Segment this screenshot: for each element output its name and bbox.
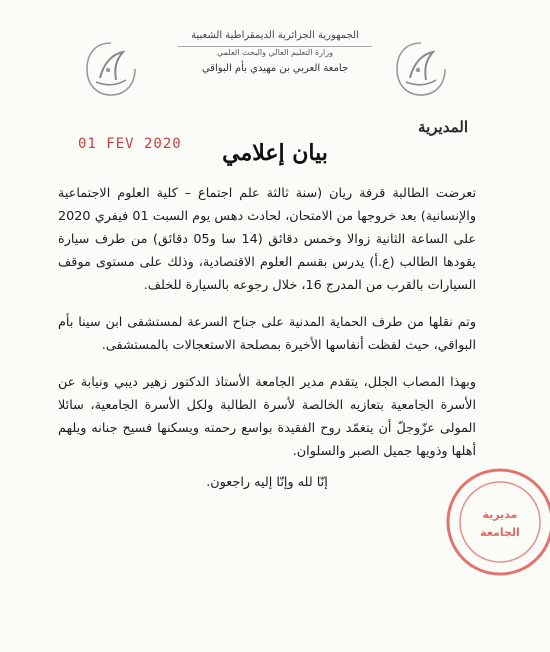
university-line: جامعة العربي بن مهيدي بأم البواقي — [201, 63, 349, 74]
paragraph-incident: تعرضت الطالبة قرفة ريان (سنة ثالثة علم اجتماع – كلية العلوم الاجتماعية والإنسانية) بعد خروجها من الامتحان، لحادث دهس يوم السبت 01 فيفري 2020 على الساعة الثانية زوالا وخمس دقائق (14 سا و05 دقائق) من طرف سيارة يقودها الطالب (ع.أ) يدرس بقسم العلوم الاقتصادية، وذلك على مستوى موقف السيارات بالقرب من المدرج 16، خلال رجوعه بالسيارة للخلف. — [58, 186, 477, 293]
date-stamp: 01 FEV 2020 — [78, 136, 182, 152]
directorate-label: المديرية — [418, 118, 468, 136]
closing-line: إنّا لله وإنّا إليه راجعون. — [206, 475, 328, 490]
paragraph-hospital: وتم نقلها من طرف الحماية المدنية على جناح السرعة لمستشفى ابن سينا بأم البواقي، حيث لفظت أنفاسها الأخيرة بمصلحة الاستعجالات بالمستشفى. — [58, 315, 476, 353]
republic-line: الجمهورية الجزائرية الديمقراطية الشعبية — [191, 30, 359, 41]
official-stamp — [440, 460, 550, 584]
svg-text:الجامعة: الجامعة — [480, 526, 520, 539]
paragraph-condolences: وبهذا المصاب الجلل، يتقدم مدير الجامعة الأستاذ الدكتور زهير ديبي ونيابة عن الأسرة الجامعية بتعازيه الخالصة لأسرة الطالبة ولكل الأسرة الجامعية، سائلا المولى عزّوجلّ أن يتغمّد روح الفقيدة بواسع رحمته ويسكنها فسيح جنانه ويلهم أهلها وذويها جميل الصبر والسلوان. — [58, 375, 476, 459]
svg-text:مديرية: مديرية — [482, 508, 518, 521]
letterhead — [170, 30, 380, 74]
university-logo-icon — [82, 40, 140, 98]
ministry-line: وزارة التعليم العالي والبحث العلمي — [217, 48, 333, 57]
page-title: بيان إعلامي — [222, 140, 328, 166]
university-logo-icon — [392, 40, 450, 98]
announcement-body — [58, 182, 476, 508]
letterhead-divider — [178, 46, 372, 47]
